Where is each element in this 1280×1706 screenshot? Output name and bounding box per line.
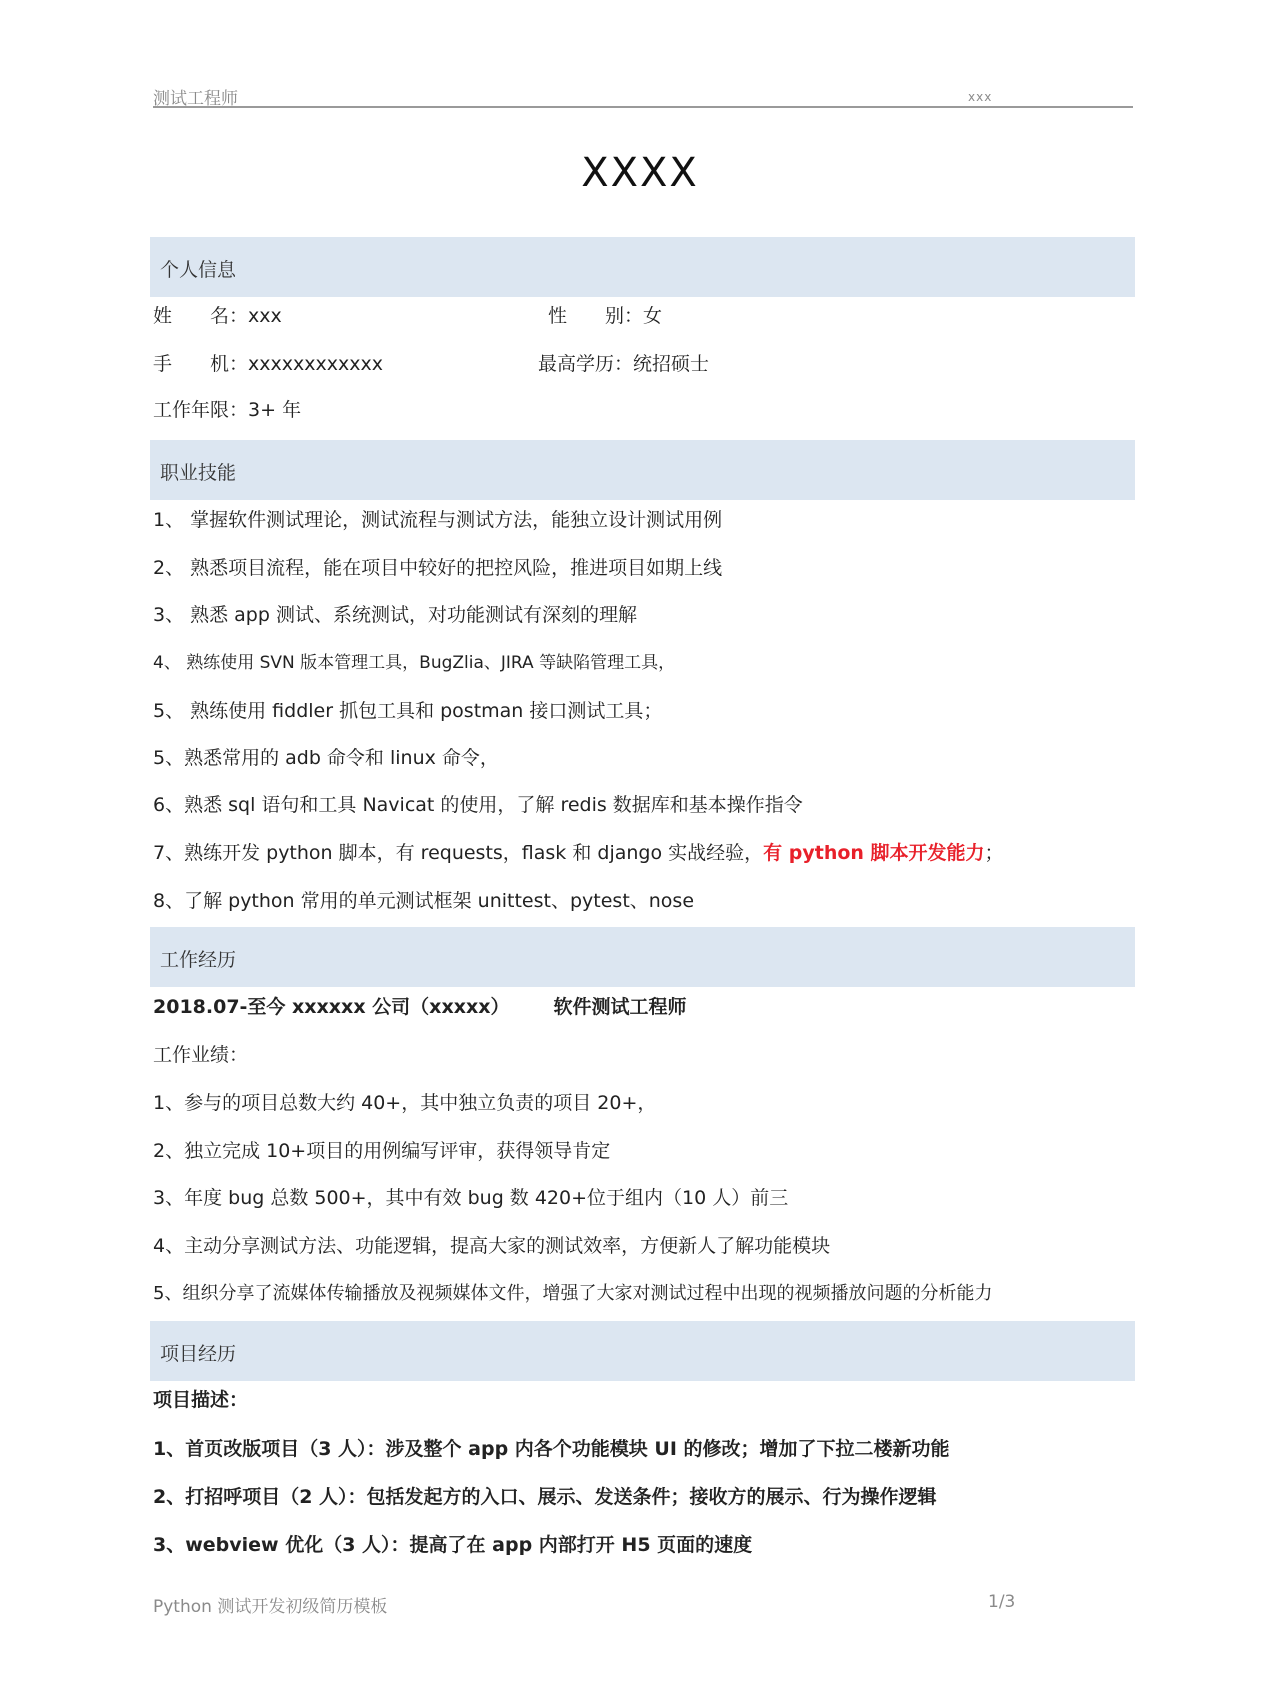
section-title: 个人信息 [160,259,237,281]
project-item: 3、webview 优化（3 人）：提高了在 app 内部打开 H5 页面的速度 [153,1534,753,1556]
work-item: 3、年度 bug 总数 500+，其中有效 bug 数 420+位于组内（10 人）前三 [153,1187,789,1209]
education-value: 统招硕士 [633,353,710,375]
gender-value: 女 [643,305,663,327]
gender-row [548,301,662,328]
work-item: 5、组织分享了流媒体传输播放及视频媒体文件，增强了大家对测试过程中出现的视频播放问题的分析能力 [153,1283,993,1304]
skill-item: 2、 熟悉项目流程，能在项目中较好的把控风险，推进项目如期上线 [153,557,723,579]
skill-item: 5、熟悉常用的 adb 命令和 linux 命令， [153,747,499,769]
footer-left-text: Python 测试开发初级简历模板 [153,1597,388,1617]
project-item: 2、打招呼项目（2 人）：包括发起方的入口、展示、发送条件；接收方的展示、行为操作逻辑 [153,1486,937,1508]
name-value: xxx [248,305,282,327]
work-item: 4、主动分享测试方法、功能逻辑，提高大家的测试效率，方便新人了解功能模块 [153,1235,831,1257]
page-number: 1/3 [988,1592,1016,1612]
skill-item: 3、 熟悉 app 测试、系统测试，对功能测试有深刻的理解 [153,604,637,626]
section-projects [150,1321,1135,1381]
project-item: 1、首页改版项目（3 人）：涉及整个 app 内各个功能模块 UI 的修改；增加了下拉二楼新功能 [153,1438,950,1460]
phone-label: 手 机： [153,353,249,375]
education-label: 最高学历： [538,353,634,375]
skill-item: 1、 掌握软件测试理论，测试流程与测试方法，能独立设计测试用例 [153,509,723,531]
name-label: 姓 名： [153,305,249,327]
education-row [538,349,709,376]
years-value: 3+ 年 [248,399,302,421]
skill-item: 8、了解 python 常用的单元测试框架 unittest、pytest、nose [153,890,695,912]
phone-value: xxxxxxxxxxxx [248,353,383,375]
project-desc-label: 项目描述： [153,1389,249,1411]
work-company: 2018.07-至今 xxxxxx 公司（xxxxx） [153,996,510,1018]
years-label: 工作年限： [153,399,249,421]
section-title: 工作经历 [160,949,237,971]
section-work-experience [150,927,1135,987]
work-role: 软件测试工程师 [553,996,687,1018]
work-performance-label: 工作业绩： [153,1044,249,1066]
gender-label: 性 别： [548,305,644,327]
skill-7-suffix: ； [984,842,1004,864]
skill-item: 6、熟悉 sql 语句和工具 Navicat 的使用，了解 redis 数据库和基本操作指令 [153,794,803,816]
header-right-text: xxx [968,90,993,104]
work-item: 1、参与的项目总数大约 40+，其中独立负责的项目 20+， [153,1092,657,1114]
section-skills [150,440,1135,500]
section-personal-info [150,237,1135,297]
years-row [153,395,301,422]
skill-item: 4、 熟练使用 SVN 版本管理工具，BugZlia、JIRA 等缺陷管理工具， [153,653,676,673]
section-title: 项目经历 [160,1343,237,1365]
skill-7-text: 7、熟练开发 python 脚本，有 requests，flask 和 django 实战经验， [153,842,764,864]
header-divider [153,106,1133,108]
skill-item: 5、 熟练使用 fiddler 抓包工具和 postman 接口测试工具； [153,700,663,722]
name-row [153,301,282,328]
work-item: 2、独立完成 10+项目的用例编写评审，获得领导肯定 [153,1140,611,1162]
header-left-text: 测试工程师 [153,89,238,109]
work-period [153,992,686,1019]
skill-7-highlight: 有 python 脚本开发能力 [763,842,985,864]
skill-item-7 [153,838,1004,865]
page-title: XXXX [581,150,699,196]
section-title: 职业技能 [160,462,237,484]
phone-row [153,349,383,376]
